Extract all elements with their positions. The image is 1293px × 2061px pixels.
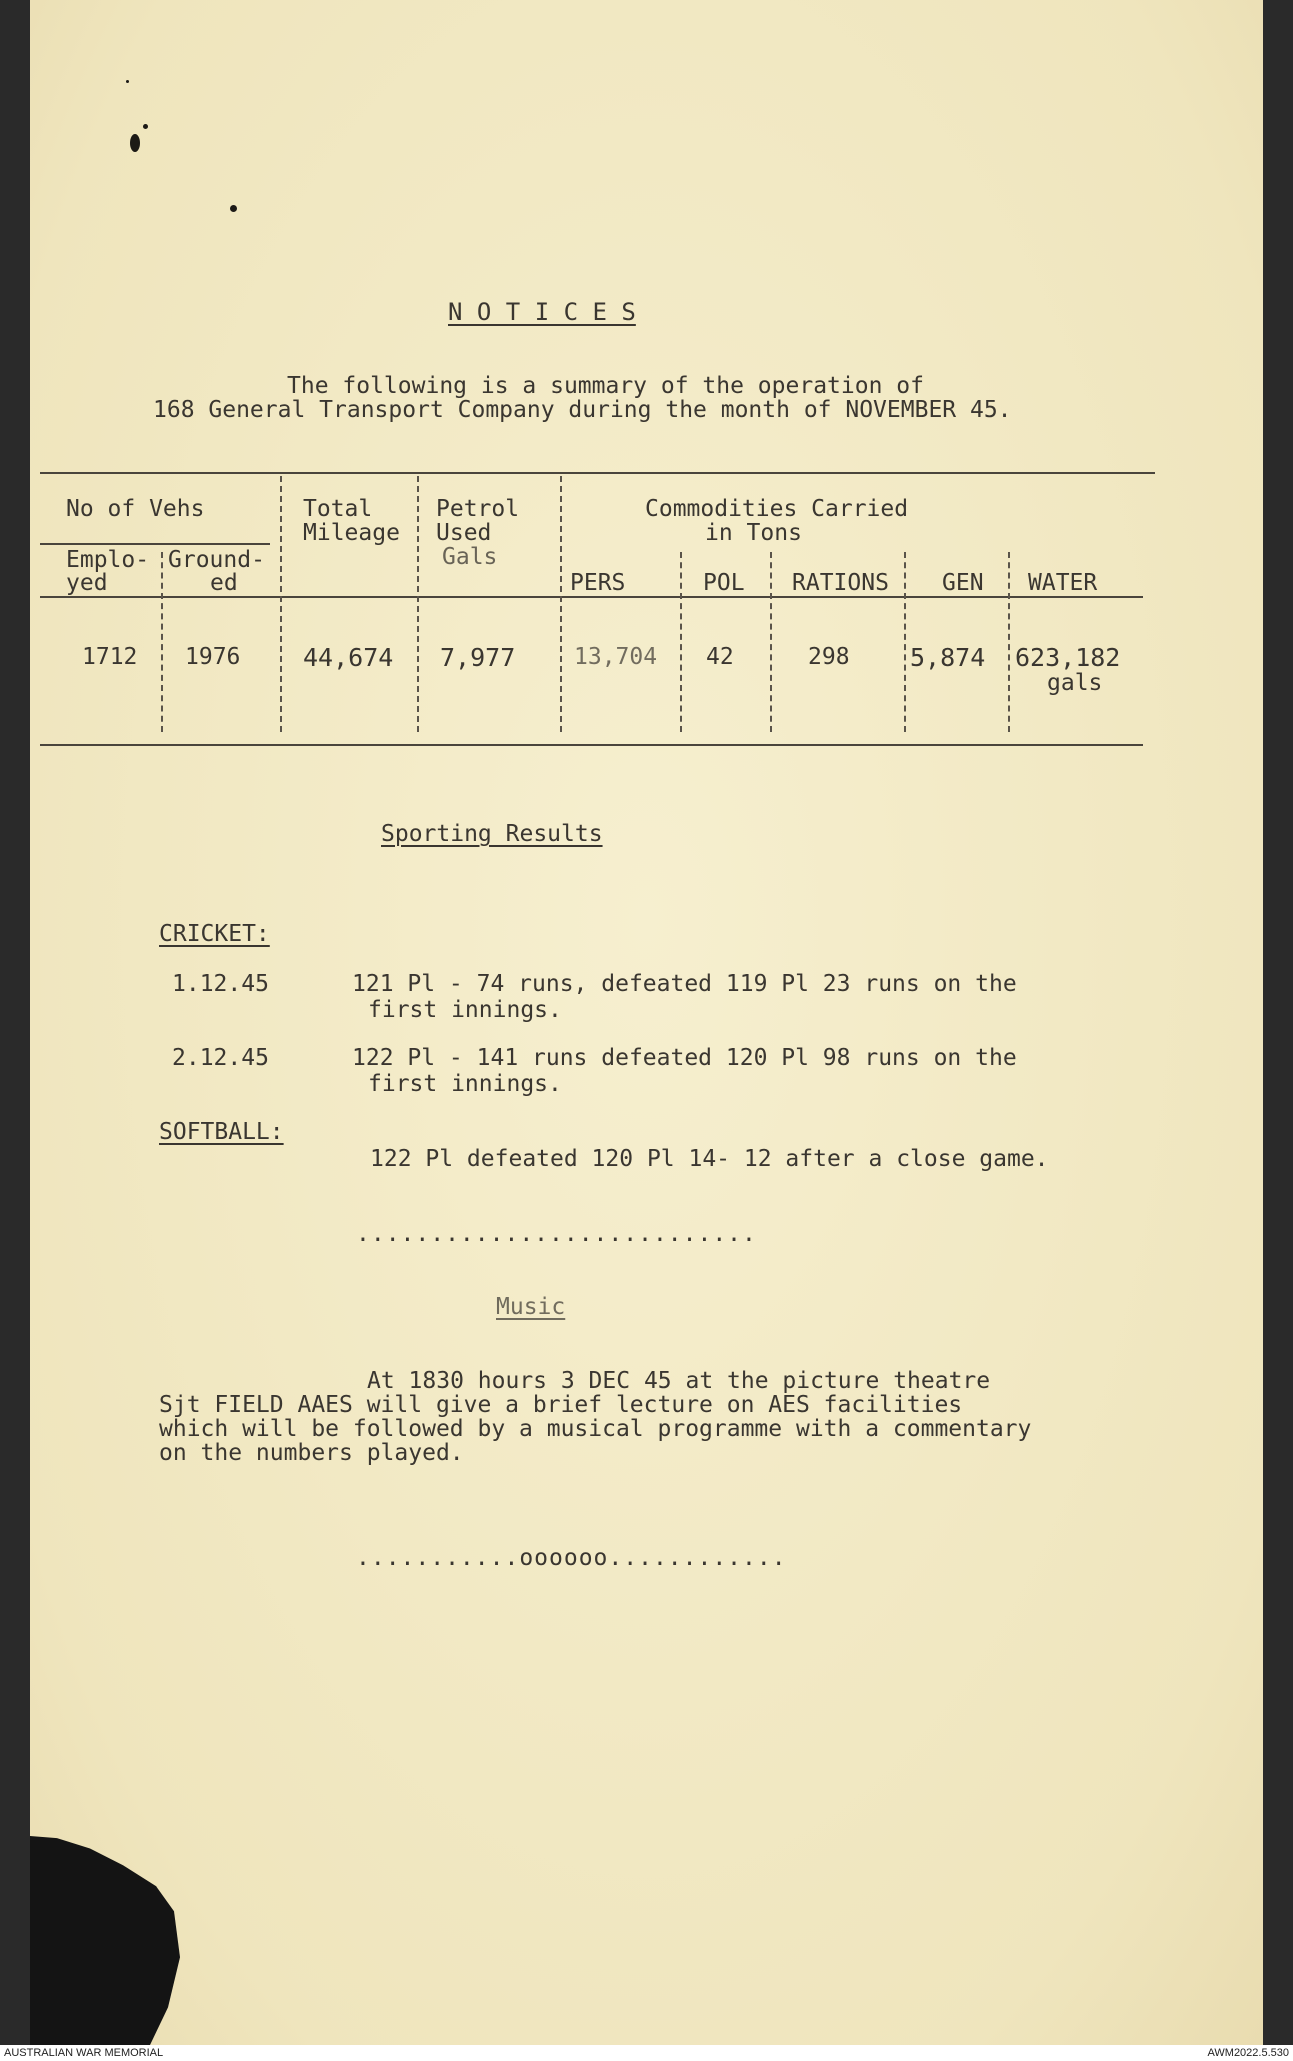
table-top-rule — [40, 472, 1155, 474]
notices-heading: N O T I C E S — [448, 298, 636, 326]
cricket-result-1-line-2: first innings. — [368, 997, 562, 1023]
section-separator: ........................... — [356, 1221, 757, 1247]
ink-spot — [143, 124, 148, 129]
header-used: Used — [436, 520, 492, 546]
header-pers: PERS — [570, 570, 626, 596]
cell-pers: 13,704 — [574, 644, 658, 670]
intro-line-2: 168 General Transport Company during the month of NOVEMBER 45. — [153, 397, 1012, 423]
music-line-4: on the numbers played. — [159, 1440, 464, 1466]
music-line-2: Sjt FIELD AAES will give a brief lecture on AES facilities — [159, 1392, 963, 1418]
column-divider — [680, 552, 684, 732]
cell-employed: 1712 — [82, 644, 138, 670]
cricket-label: CRICKET: — [159, 921, 270, 947]
header-commodities: Commodities Carried — [645, 496, 909, 522]
softball-result: 122 Pl defeated 120 Pl 14- 12 after a close game. — [370, 1146, 1049, 1172]
footer-accession-number: AWM2022.5.530 — [1207, 2047, 1289, 2059]
column-divider — [417, 476, 421, 732]
softball-label: SOFTBALL: — [159, 1119, 284, 1145]
end-mark: ...........oooooo............ — [356, 1545, 787, 1571]
header-grounded: Ground- — [168, 547, 265, 573]
cricket-result-2-line-1: 122 Pl - 141 runs defeated 120 Pl 98 runs on the — [352, 1045, 1017, 1071]
cell-water-unit: gals — [1047, 670, 1103, 696]
cell-gen: 5,874 — [910, 643, 986, 672]
header-rations: RATIONS — [792, 570, 889, 596]
header-pol: POL — [703, 570, 745, 596]
intro-line-1: The following is a summary of the operation of — [287, 373, 924, 399]
column-divider — [161, 552, 165, 732]
header-no-of-vehs: No of Vehs — [66, 496, 205, 522]
header-mileage: Mileage — [303, 520, 400, 546]
header-total: Total — [303, 496, 373, 522]
cell-pol: 42 — [706, 644, 734, 670]
column-divider — [904, 552, 908, 732]
cricket-result-1-line-1: 121 Pl - 74 runs, defeated 119 Pl 23 runs on the — [352, 971, 1017, 997]
music-line-3: which will be followed by a musical programme with a commentary — [159, 1416, 1032, 1442]
ink-spot — [230, 205, 237, 212]
table-bottom-rule — [40, 744, 1143, 746]
sporting-results-title: Sporting Results — [381, 821, 603, 847]
cell-grounded: 1976 — [185, 644, 241, 670]
table-header-rule — [40, 596, 1143, 598]
cell-petrol: 7,977 — [440, 643, 516, 672]
cell-water: 623,182 — [1015, 643, 1121, 672]
column-divider — [770, 552, 774, 732]
ink-spot — [126, 80, 129, 83]
header-grounded-2: ed — [210, 570, 238, 596]
cricket-result-2-line-2: first innings. — [368, 1071, 562, 1097]
cricket-date-1: 1.12.45 — [172, 971, 269, 997]
music-line-1: At 1830 hours 3 DEC 45 at the picture theatre — [367, 1368, 991, 1394]
archive-footer — [0, 2045, 1293, 2061]
header-employed-2: yed — [66, 570, 108, 596]
music-title: Music — [496, 1294, 566, 1320]
column-divider — [560, 476, 564, 732]
header-in-tons: in Tons — [705, 520, 802, 546]
header-petrol: Petrol — [436, 496, 520, 522]
header-gen: GEN — [942, 570, 984, 596]
table-vehs-rule — [40, 543, 270, 545]
footer-institution: AUSTRALIAN WAR MEMORIAL — [4, 2047, 164, 2059]
column-divider — [280, 476, 284, 732]
cell-rations: 298 — [808, 644, 850, 670]
cell-mileage: 44,674 — [303, 643, 394, 672]
header-gals: Gals — [442, 544, 498, 570]
document-page — [30, 0, 1263, 2045]
header-employed: Emplo- — [66, 547, 150, 573]
ink-spot — [130, 134, 140, 152]
column-divider — [1008, 552, 1012, 732]
cricket-date-2: 2.12.45 — [172, 1045, 269, 1071]
header-water: WATER — [1028, 570, 1098, 596]
